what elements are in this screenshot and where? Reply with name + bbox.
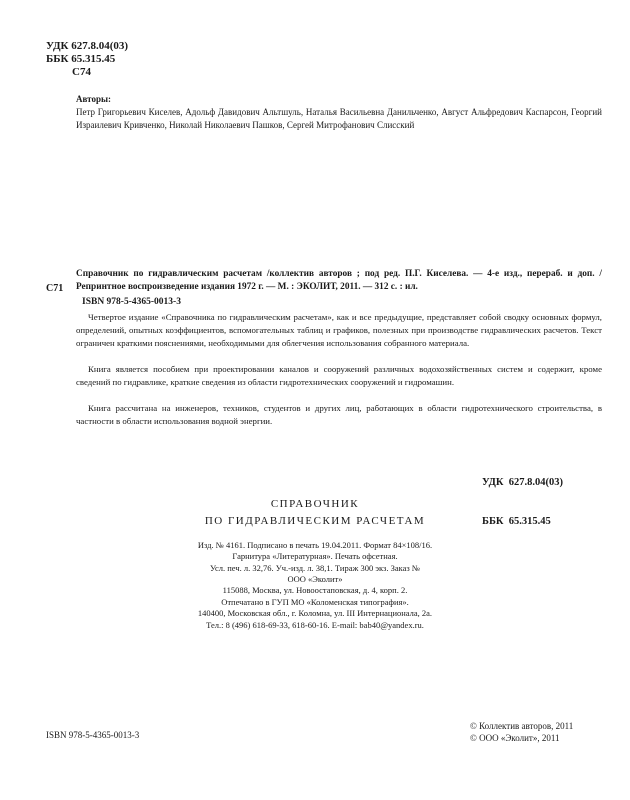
imprint-line-1: Изд. № 4161. Подписано в печать 19.04.2011. Формат 84×108/16. (197, 540, 433, 550)
author-code: С74 (72, 66, 91, 78)
isbn-main: ISBN 978-5-4365-0013-3 (82, 297, 181, 307)
copyright-authors: © Коллектив авторов, 2011 (470, 721, 574, 731)
bibliographic-code: С71 (46, 283, 64, 294)
publisher-name: ООО «Эколит» (287, 574, 343, 584)
classification-block (46, 40, 128, 79)
udc-code-right: УДК 627.8.04(03) (482, 477, 563, 488)
imprint-details (0, 540, 630, 574)
printer-contacts: Тел.: 8 (496) 618-69-33, 618-60-16. E-mail: bab40@yandex.ru. (206, 619, 424, 630)
bibliographic-description (76, 268, 602, 294)
bbk-code-right: ББК 65.315.45 (482, 516, 551, 527)
copyright-publisher: © ООО «Эколит», 2011 (470, 733, 560, 743)
isbn-footer: ISBN 978-5-4365-0013-3 (46, 730, 140, 740)
book-title-line-2: ПО ГИДРАВЛИЧЕСКИМ РАСЧЕТАМ (204, 515, 426, 527)
copyright-block (470, 720, 573, 744)
imprint-line-3: Усл. печ. л. 32,76. Уч.-изд. л. 38,1. Тираж 300 экз. Заказ № (209, 562, 421, 573)
annotation-paragraph-2: Книга является пособием при проектировании каналов и сооружений различных водохозяйственных систем и содержит, кроме сведений по гидравлике, краткие сведения из области гидротехнических сооружений и гидромашин. (76, 364, 602, 387)
authors-list: Петр Григорьевич Киселев, Адольф Давидович Альтшуль, Наталья Васильевна Данильченко, Август Альфредович Каспарсон, Георгий Израилевич Кривченко, Николай Николаевич Пашков, Сергей Митрофанович Слисский (76, 107, 602, 130)
authors-label: Авторы: (76, 94, 111, 104)
bbk-code: ББК 65.315.45 (46, 53, 116, 65)
printer-block (0, 597, 630, 631)
book-title-line-1: СПРАВОЧНИК (270, 498, 360, 510)
annotation-paragraph-3: Книга рассчитана на инженеров, техников, студентов и других лиц, работающих в области гидротехнического строительства, в частности в области использования водной энергии. (76, 403, 602, 426)
bibliographic-text: Справочник по гидравлическим расчетам /коллектив авторов ; под ред. П.Г. Киселева. — 4-е изд., перераб. и доп. / Репринтное воспроизведение издания 1972 г. — М. : ЭКОЛИТ, 2011. — 312 с. : ил. (76, 269, 602, 292)
printer-name: Отпечатано в ГУП МО «Коломенская типография». (221, 597, 409, 607)
udc-code: УДК 627.8.04(03) (46, 40, 129, 52)
publisher-block (0, 574, 630, 597)
printer-address: 140400, Московская обл., г. Коломна, ул. III Интернационала, 2а. (197, 608, 433, 619)
publisher-address: 115088, Москва, ул. Новоостаповская, д. 4, корп. 2. (222, 585, 408, 596)
imprint-line-2: Гарнитура «Литературная». Печать офсетная. (232, 551, 398, 562)
annotation-paragraph-1: Четвертое издание «Справочника по гидравлическим расчетам», как и все предыдущие, представляет собой сводку основных формул, определений, опытных коэффициентов, вспомогательных таблиц и графиков, полезных при производстве гидравлических расчетов. Текст ограничен краткими пояснениями, необходимыми для облегчения использования собранного материала. (76, 312, 602, 348)
